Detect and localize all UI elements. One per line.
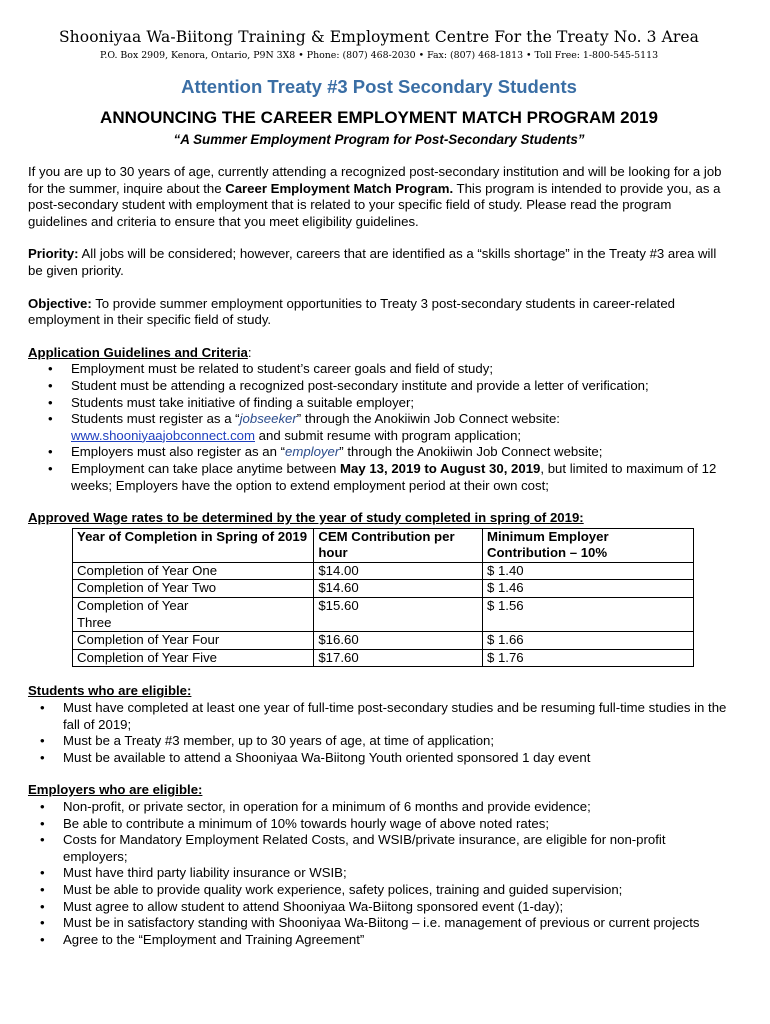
- column-header-cem: CEM Contribution per hour: [314, 528, 483, 562]
- list-item-text: Must be available to attend a Shooniyaa Wa-Biitong Youth oriented sponsored 1 day event: [63, 749, 591, 765]
- bullet-icon: •: [48, 361, 53, 377]
- org-name: Shooniyaa Wa-Biitong Training & Employment Centre For the Treaty No. 3 Area: [58, 28, 700, 46]
- employers-list: [28, 799, 730, 948]
- list-item-text: Must have completed at least one year of full-time post-secondary studies and be resuming full-time studies in the fall of 2019;: [63, 700, 727, 732]
- list-item-text: Agree to the “Employment and Training Agreement”: [63, 931, 365, 947]
- table-cell-employer: $ 1.76: [482, 649, 693, 667]
- bullet-icon: •: [40, 700, 45, 716]
- list-item-text: Must be in satisfactory standing with Shooniyaa Wa-Biitong – i.e. management of previous or current projects: [63, 915, 700, 931]
- list-item-text: and submit resume with program application;: [255, 427, 522, 443]
- list-item-text: Non-profit, or private sector, in operation for a minimum of 6 months and provide evidence;: [63, 799, 591, 814]
- table-row: [73, 580, 694, 598]
- list-item-text: Employers must also register as an “: [71, 444, 286, 460]
- table-header-row: [73, 528, 694, 562]
- bullet-icon: •: [40, 749, 45, 765]
- guidelines-list: [28, 361, 730, 494]
- list-item-text: ” through the Anokiiwin Job Connect website:: [296, 411, 560, 427]
- bullet-icon: •: [40, 832, 45, 848]
- table-cell-cem: $15.60: [314, 598, 483, 632]
- table-cell-year: Completion of Year Three: [73, 598, 314, 632]
- table-row: [73, 632, 694, 650]
- list-item-text: Must be a Treaty #3 member, up to 30 years of age, at time of application;: [63, 733, 495, 749]
- bullet-icon: •: [40, 799, 45, 814]
- list-item: [28, 444, 730, 461]
- job-connect-link[interactable]: www.shooniyaajobconnect.com: [71, 427, 255, 443]
- bullet-icon: •: [40, 931, 45, 947]
- list-item: [28, 361, 730, 378]
- list-item: [28, 411, 730, 444]
- employment-dates: May 13, 2019 to August 30, 2019: [340, 460, 541, 476]
- program-name: Career Employment Match Program.: [225, 180, 454, 196]
- page-subtitle: “A Summer Employment Program for Post-Secondary Students”: [173, 132, 585, 147]
- priority-paragraph: [28, 246, 730, 279]
- table-cell-year: Completion of Year One: [73, 562, 314, 580]
- column-header-employer: Minimum Employer Contribution – 10%: [482, 528, 693, 562]
- table-cell-year: Completion of Year Five: [73, 649, 314, 667]
- list-item: [28, 816, 730, 833]
- column-header-year: Year of Completion in Spring of 2019: [73, 528, 314, 562]
- list-item-text: ” through the Anokiiwin Job Connect website;: [339, 444, 603, 460]
- list-item: [28, 395, 730, 412]
- page-title: ANNOUNCING THE CAREER EMPLOYMENT MATCH PROGRAM 2019: [100, 108, 658, 127]
- bullet-icon: •: [48, 444, 53, 460]
- list-item-text: Costs for Mandatory Employment Related Costs, and WSIB/private insurance, are eligible for non-profit employers;: [63, 832, 666, 864]
- table-cell-cem: $16.60: [314, 632, 483, 650]
- list-item: [28, 932, 730, 949]
- bullet-icon: •: [48, 460, 53, 476]
- list-item: [28, 915, 730, 932]
- list-item: [28, 378, 730, 395]
- bullet-icon: •: [40, 881, 45, 897]
- list-item-text: Students must take initiative of finding a suitable employer;: [71, 394, 415, 410]
- guidelines-heading-colon: :: [247, 344, 252, 360]
- jobseeker-term: jobseeker: [239, 411, 297, 427]
- students-section: [28, 683, 730, 766]
- students-list: [28, 700, 730, 766]
- list-item-text: Be able to contribute a minimum of 10% towards hourly wage of above noted rates;: [63, 815, 550, 831]
- table-row: [73, 598, 694, 632]
- employers-section: [28, 782, 730, 948]
- list-item: [28, 461, 730, 494]
- intro-text: If you are up to 30 years of age, currently attending a recognized post-secondary institution and will be looking for a job for the summer, inquire about the: [28, 164, 722, 196]
- list-item-text: Employment can take place anytime between: [71, 460, 341, 476]
- list-item-text: Student must be attending a recognized post-secondary institute and provide a letter of verification;: [71, 377, 649, 393]
- table-cell-year: Completion of Year Four: [73, 632, 314, 650]
- list-item: [28, 750, 730, 767]
- table-cell-employer: $ 1.46: [482, 580, 693, 598]
- wage-section: [28, 510, 730, 667]
- list-item: [28, 865, 730, 882]
- bullet-icon: •: [40, 815, 45, 831]
- employers-heading: Employers who are eligible:: [28, 782, 203, 798]
- list-item-text: , but limited to maximum of 12 weeks; Employers have the option to extend employment period at their own cost;: [71, 460, 717, 493]
- objective-paragraph: [28, 296, 730, 329]
- list-item: [28, 799, 730, 816]
- guidelines-section: [28, 345, 730, 494]
- org-contact-line: P.O. Box 2909, Kenora, Ontario, P9N 3X8 • Phone: (807) 468-2030 • Fax: (807) 468-1813 • Toll Free: 1-800-545-5113: [99, 50, 659, 61]
- list-item: [28, 882, 730, 899]
- list-item-text: Employment must be related to student’s career goals and field of study;: [71, 361, 493, 377]
- students-heading: Students who are eligible:: [28, 683, 192, 699]
- objective-text: To provide summer employment opportunities to Treaty 3 post-secondary students in career-related employment in their specific field of study.: [28, 295, 675, 328]
- list-item-text: Must have third party liability insurance or WSIB;: [63, 865, 347, 881]
- table-cell-employer: $ 1.66: [482, 632, 693, 650]
- list-item-text: Students must register as a “: [71, 411, 240, 427]
- table-cell-cem: $14.00: [314, 562, 483, 580]
- bullet-icon: •: [48, 411, 53, 427]
- table-row: [73, 562, 694, 580]
- table-cell-cem: $17.60: [314, 649, 483, 667]
- bullet-icon: •: [48, 394, 53, 410]
- priority-text: All jobs will be considered; however, careers that are identified as a “skills shortage” in the Treaty #3 area will be given priority.: [28, 246, 717, 278]
- table-row: [73, 649, 694, 667]
- bullet-icon: •: [40, 915, 45, 931]
- bullet-icon: •: [48, 377, 53, 393]
- intro-paragraph: [28, 164, 730, 230]
- bullet-icon: •: [40, 865, 45, 881]
- attention-heading: Attention Treaty #3 Post Secondary Students: [181, 76, 577, 97]
- wage-table: [72, 528, 694, 668]
- table-cell-employer: $ 1.56: [482, 598, 693, 632]
- table-cell-cem: $14.60: [314, 580, 483, 598]
- employer-term: employer: [285, 444, 340, 460]
- wage-heading: Approved Wage rates to be determined by the year of study completed in spring of 2019:: [28, 510, 584, 526]
- list-item-text: Must be able to provide quality work experience, safety polices, training and guided supervision;: [63, 881, 623, 897]
- list-item: [28, 899, 730, 916]
- bullet-icon: •: [40, 898, 45, 914]
- list-item: [28, 832, 730, 865]
- list-item-text: Must agree to allow student to attend Shooniyaa Wa-Biitong sponsored event (1-day);: [63, 898, 564, 914]
- table-cell-year: Completion of Year Two: [73, 580, 314, 598]
- guidelines-heading: Application Guidelines and Criteria: [28, 344, 248, 360]
- table-cell-employer: $ 1.40: [482, 562, 693, 580]
- guidelines-heading-line: [28, 345, 730, 362]
- priority-label: Priority:: [28, 246, 79, 262]
- list-item: [28, 733, 730, 750]
- bullet-icon: •: [40, 733, 45, 749]
- objective-label: Objective:: [28, 295, 92, 311]
- list-item: [28, 700, 730, 733]
- intro-text-continued: This program is intended to provide you, as a post-secondary student with employment that is related to your specific field of study. Please read the program guidelines and criteria to ensure that you meet eligibility guidelines.: [28, 180, 721, 229]
